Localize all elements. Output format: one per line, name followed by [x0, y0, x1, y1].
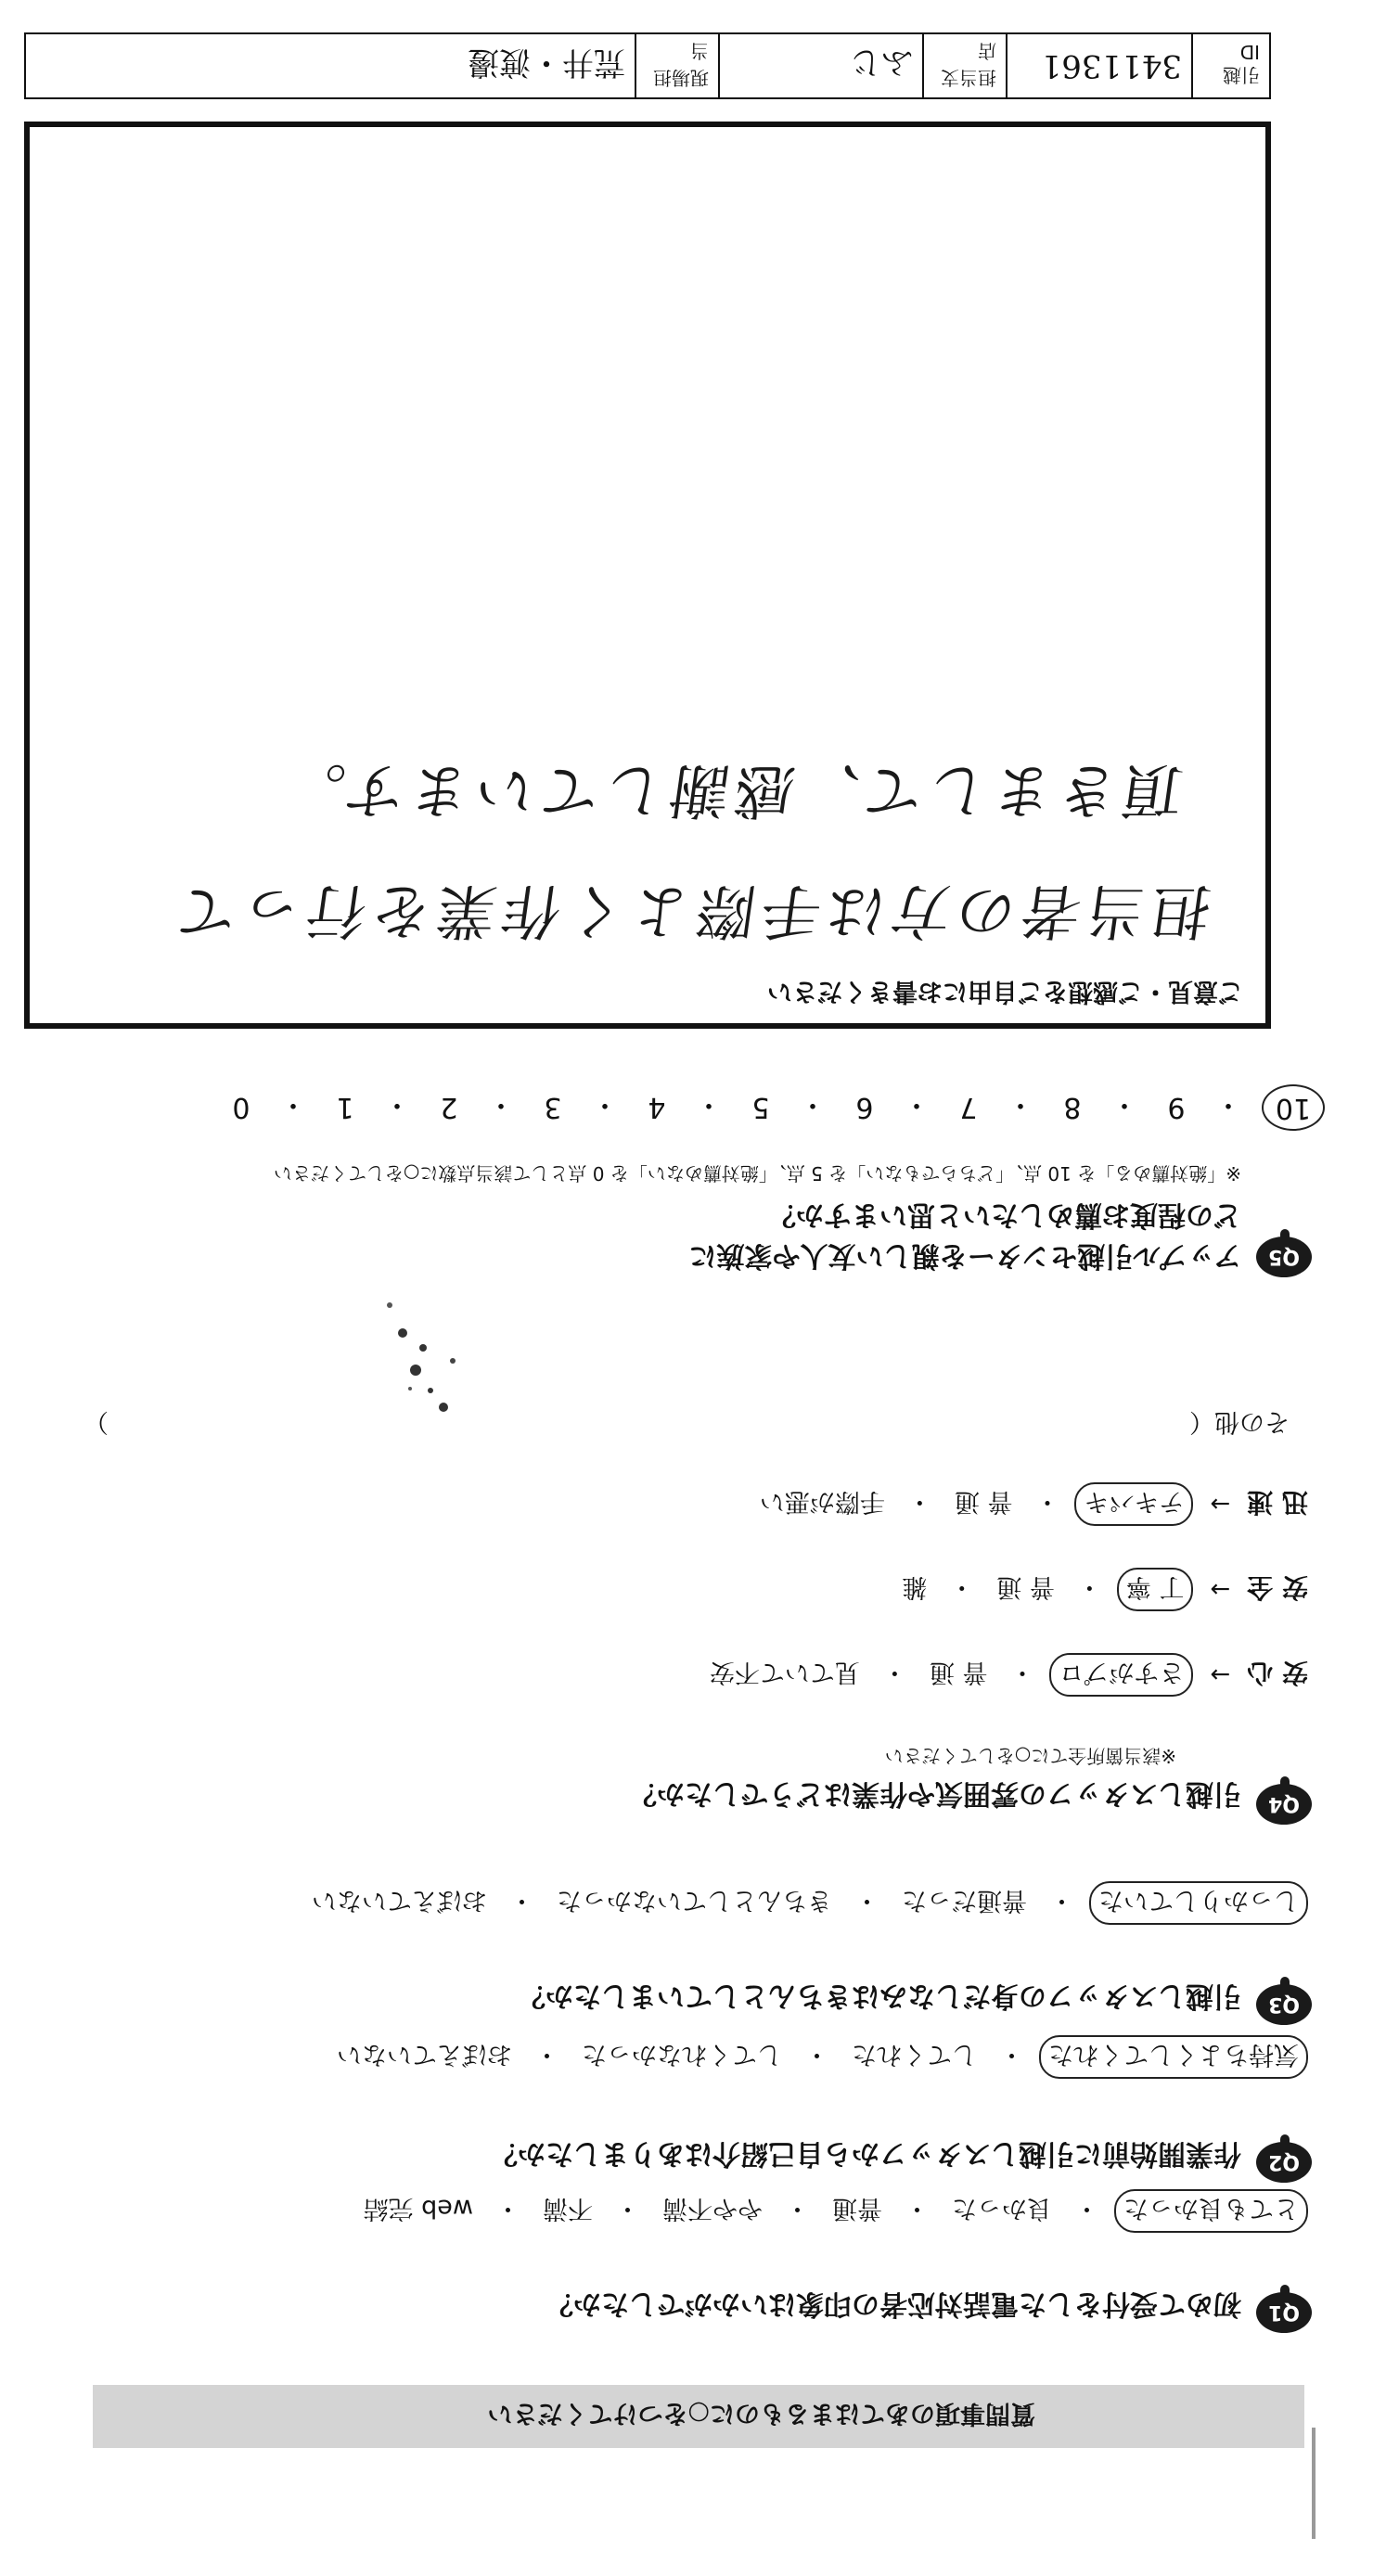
- q5-badge: Q5: [1256, 1237, 1312, 1277]
- comment-handwriting-line1: 担当者の方は手際よく作業を行って: [166, 876, 1216, 944]
- staff-value: 荒井・渡邊: [468, 44, 625, 82]
- q5-score-9[interactable]: 9: [1167, 1091, 1186, 1124]
- q5-score-1[interactable]: 1: [336, 1091, 354, 1124]
- instruction-banner: 質問事項のあてはまるものに○をつけてください: [93, 2385, 1304, 2448]
- q5-note: ※「絶対薦める」を 10 点、「どちらでもない」を 5 点、「絶対薦めない」を 0 点として該当点数に○をしてください: [273, 1162, 1241, 1185]
- q4-label-safety: 安 全: [1247, 1572, 1308, 1604]
- q4-option-efficient[interactable]: テキパキ: [1074, 1482, 1193, 1526]
- q5-score-7[interactable]: 7: [959, 1091, 978, 1124]
- move-id-label: 引越 ID: [1191, 34, 1269, 97]
- comment-box[interactable]: [24, 122, 1271, 1029]
- q5-score-10[interactable]: 10: [1262, 1084, 1325, 1131]
- q5-score-0[interactable]: 0: [232, 1091, 250, 1124]
- q4-other-field[interactable]: [109, 1411, 1189, 1439]
- comment-title: ご意見・ご感想をご自由にお書きください: [767, 977, 1243, 1006]
- q2-option-pleasantly[interactable]: 気持ちよくしてくれた: [1039, 2035, 1308, 2079]
- q4-option-professional[interactable]: さすがプロ: [1049, 1653, 1193, 1697]
- q5-score-5[interactable]: 5: [751, 1091, 770, 1124]
- q3-option-neat[interactable]: しっかりしていた: [1089, 1881, 1308, 1925]
- q4-option-uneasy[interactable]: 見ていて不安: [709, 1658, 860, 1686]
- q1-option-web[interactable]: web 完結: [363, 2194, 473, 2223]
- q1-option-dissatisfied[interactable]: 不満: [543, 2194, 593, 2223]
- scan-edge-line: [1312, 2428, 1316, 2539]
- q5-score-2[interactable]: 2: [440, 1091, 458, 1124]
- q1-option-normal[interactable]: 普通: [832, 2194, 882, 2223]
- q1-option-very-good[interactable]: とても良かった: [1114, 2189, 1308, 2233]
- q2-option-did-not[interactable]: してくれなかった: [582, 2040, 782, 2069]
- q1-question: 初めて受付をした電話対応者の印象はいかがでしたか？: [545, 2288, 1241, 2320]
- arrow-right-icon: →: [1210, 1575, 1231, 1604]
- q1-option-good[interactable]: 良かった: [952, 2194, 1052, 2223]
- q4-other-label: その他（: [1189, 1407, 1290, 1436]
- q4-option-security-normal[interactable]: 普 通: [929, 1658, 988, 1686]
- q4-label-security: 安 心: [1247, 1658, 1308, 1689]
- footer-table: [24, 32, 1271, 99]
- q4-label-speed: 迅 速: [1247, 1487, 1308, 1519]
- q2-option-not-remember[interactable]: おぼえていない: [337, 2040, 512, 2069]
- q4-option-speed-normal[interactable]: 普 通: [954, 1487, 1013, 1516]
- q4-note: ※該当箇所全てに○をしてください: [884, 1745, 1176, 1767]
- q2-options: 気持ちよくしてくれた ・ してくれた ・ してくれなかった ・ おぼえていない: [329, 2035, 1308, 2079]
- q5-question-line1: アップル引越センターを親しい友人や家族に: [688, 1239, 1241, 1272]
- q4-option-rough[interactable]: 雑: [902, 1572, 928, 1601]
- arrow-right-icon: →: [1210, 1490, 1231, 1519]
- comment-handwriting-line2: 頂きまして、感謝しています。: [275, 755, 1188, 824]
- q4-other-close: ）: [83, 1407, 109, 1436]
- q3-question: 引越しスタッフの身だしなみはきちんとしていましたか？: [518, 1980, 1241, 2012]
- q3-option-normal[interactable]: 普通だった: [902, 1886, 1027, 1915]
- q3-option-not-remember[interactable]: おぼえていない: [312, 1886, 487, 1915]
- q5-score-8[interactable]: 8: [1063, 1091, 1082, 1124]
- q4-row-other: [83, 1406, 1290, 1442]
- q4-row-security: 安 心 → さすがプロ ・ 普 通 ・ 見ていて不安: [702, 1653, 1308, 1697]
- q3-option-not-neat[interactable]: きちんとしていなかった: [557, 1886, 832, 1915]
- q4-option-careful[interactable]: 丁 寧: [1117, 1568, 1194, 1611]
- q1-option-slightly-dissatisfied[interactable]: やや不満: [662, 2194, 763, 2223]
- q5-scale: 10 ・ 9 ・ 8 ・ 7 ・ 6 ・ 5 ・ 4 ・ 3 ・ 2 ・ 1 ・ 0: [223, 1084, 1325, 1131]
- arrow-right-icon: →: [1210, 1660, 1231, 1689]
- staff-label: 現場担当: [635, 34, 718, 97]
- q4-row-speed: 迅 速 → テキパキ ・ 普 通 ・ 手際が悪い: [752, 1482, 1308, 1526]
- q4-option-clumsy[interactable]: 手際が悪い: [759, 1487, 885, 1516]
- q5-score-4[interactable]: 4: [648, 1091, 666, 1124]
- q1-options: とても良かった ・ 良かった ・ 普通 ・ やや不満 ・ 不満 ・ web 完結: [356, 2189, 1308, 2233]
- q5-score-3[interactable]: 3: [544, 1091, 562, 1124]
- q3-badge: Q3: [1256, 1984, 1312, 2025]
- q2-option-did[interactable]: してくれた: [852, 2040, 977, 2069]
- q2-badge: Q2: [1256, 2142, 1312, 2183]
- branch-label: 担当支店: [922, 34, 1006, 97]
- q4-badge: Q4: [1256, 1784, 1312, 1825]
- q1-badge: Q1: [1256, 2292, 1312, 2333]
- q5-question-line2: どの程度お薦めしたいと思いますか？: [768, 1198, 1241, 1231]
- q5-score-6[interactable]: 6: [855, 1091, 874, 1124]
- q3-options: しっかりしていた ・ 普通だった ・ きちんとしていなかった ・ おぼえていない: [304, 1881, 1308, 1925]
- q4-option-safety-normal[interactable]: 普 通: [996, 1572, 1055, 1601]
- ink-specks: [360, 1287, 471, 1444]
- move-id-value: 3411361: [1006, 34, 1191, 97]
- branch-value: ふじ: [718, 34, 922, 97]
- q4-row-safety: 安 全 → 丁 寧 ・ 普 通 ・ 雑: [894, 1568, 1308, 1611]
- q4-question: 引越しスタッフの雰囲気や作業はどうでしたか？: [629, 1777, 1241, 1810]
- q2-question: 作業開始前に引越しスタッフから自己紹介はありましたか？: [490, 2137, 1241, 2170]
